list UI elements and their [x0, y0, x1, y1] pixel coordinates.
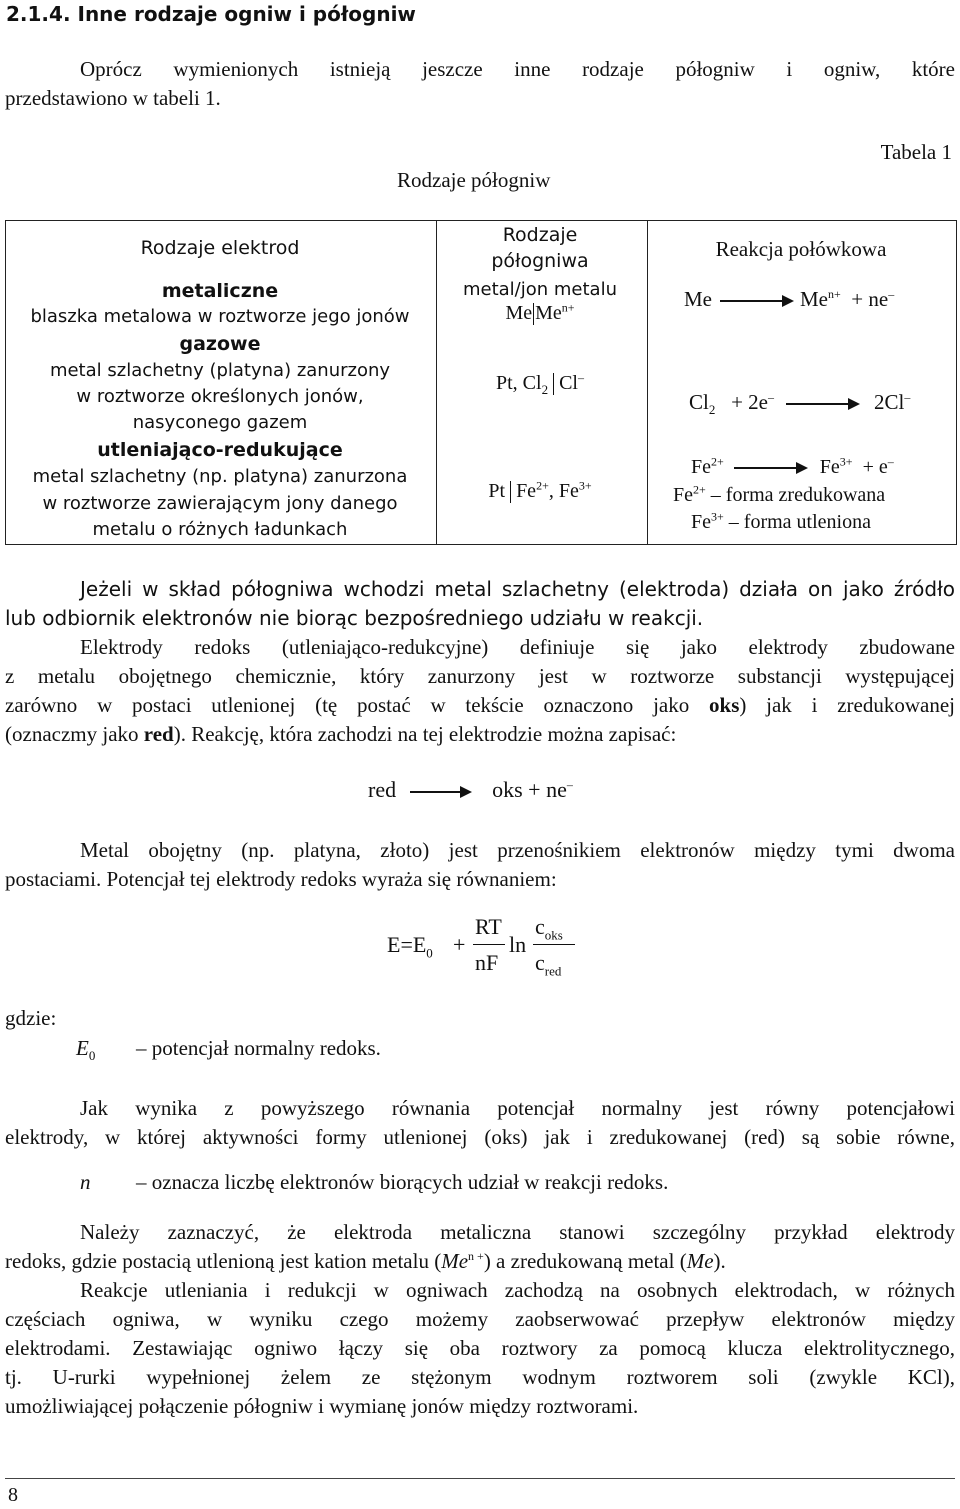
metallic-desc: blaszka metalowa w roztworze jego jonów — [30, 306, 410, 327]
p4-line-2: elektrody, w której aktywności formy utlenionej (oks) jak i zredukowanej (red) są sobie równe, — [5, 1125, 955, 1149]
table-caption: Rodzaje półogniw — [397, 168, 551, 192]
nernst-denominator: nF — [475, 950, 499, 975]
where-label: gdzie: — [5, 1006, 57, 1030]
intro-line-1: Oprócz wymienionych istnieją jeszcze inne rodzaje półogniw i ogniw, które — [80, 57, 955, 81]
p6-line-2: częściach ogniwa, w wyniku czego możemy zaobserwować przepływ elektronów między — [5, 1307, 955, 1331]
gas-desc-1: metal szlachetny (platyna) zanurzony — [49, 360, 391, 381]
halfcell-gas-notation: Pt, $Cl_2$ Cl– — [496, 370, 584, 397]
oxidized-form-line: $Fe^{3+}$ – forma utleniona — [691, 509, 871, 533]
reduced-form-line: $Fe^{2+}$ – forma zredukowana — [673, 482, 886, 506]
redox-equation: red oks + ne– — [368, 777, 573, 802]
p2-line-2: z metalu obojętnego chemicznie, który zanurzony jest w roztworze substancji występującej — [5, 664, 955, 688]
p6-line-1: Reakcje utleniania i redukcji w ogniwach zachodzą na osobnych elektrodach, w różnych — [80, 1278, 955, 1302]
page-number: 8 — [8, 1484, 18, 1506]
redox-title: utleniająco-redukujące — [97, 439, 343, 461]
reaction-gas: $Cl_2$ + 2e– 2Cl– — [689, 390, 911, 418]
n-description: – oznacza liczbę elektronów biorących udział w reakcji redoks. — [136, 1170, 669, 1194]
p2-line-1: Elektrody redoks (utleniająco-redukcyjne) definiuje się jako elektrody zbudowane — [80, 635, 955, 659]
gas-desc-2: w roztworze określonych jonów, — [76, 386, 364, 407]
footer-rule — [5, 1478, 955, 1479]
header-halfcell-2: półogniwa — [491, 250, 589, 272]
halfcell-metal-label: metal/jon metalu — [462, 279, 617, 300]
reaction-fe: $Fe^{2+}$ $Fe^{3+} + e^-$ — [691, 454, 894, 478]
reaction-arrow — [734, 467, 806, 469]
nernst-fraction-bar — [473, 944, 505, 945]
table-label: Tabela 1 — [880, 140, 952, 164]
nernst-equation — [385, 910, 605, 990]
p5-line-2: redoks, gdzie postacią utlenioną jest kation metalu $(Me^{n +})$ a zredukowaną metal (Me). — [5, 1249, 726, 1273]
p5-line-1: Należy zaznaczyć, że elektroda metaliczna stanowi szczególny przykład elektrody — [80, 1220, 955, 1244]
header-halfcell-1: Rodzaje — [502, 224, 578, 246]
p2-line-4: (oznaczmy jako red). Reakcję, która zachodzi na tej elektrodzie można zapisać: — [5, 722, 677, 746]
p3-line-2: postaciami. Potencjał tej elektrody redoks wyraża się równaniem: — [5, 867, 557, 891]
p2-line-3: zarówno w postaci utlenionej (tę postać w tekście oznaczono jako oks) jak i zredukowanej — [5, 693, 955, 717]
e0-symbol: $E_0$ — [76, 1036, 96, 1064]
nernst-concentration-bar — [533, 944, 575, 945]
p6-line-5: umożliwiającej połączenie półogniw i wymianę jonów między roztworami. — [5, 1394, 639, 1418]
nernst-lhs: $E=E_0$ — [387, 932, 433, 961]
redox-desc-3: metalu o różnych ładunkach — [92, 519, 348, 540]
reaction-arrow — [786, 403, 858, 405]
nernst-plus: + — [453, 932, 466, 957]
reaction-metal: Me $Me^{n+} + ne^-$ — [684, 287, 895, 311]
halfcell-redox-notation: Pt $Fe^{2+}$, $Fe^{3+}$ — [488, 478, 592, 502]
intro-line-2: przedstawiono w tabeli 1. — [5, 86, 221, 110]
reaction-arrow — [720, 300, 792, 302]
p6-line-4: tj. U-rurki wypełnionej żelem ze stężonym wodnym roztworem soli (zwykle KCl), — [5, 1365, 955, 1389]
nernst-ln: ln — [509, 932, 527, 957]
equation-arrow — [410, 791, 470, 793]
redox-desc-2: w roztworze zawierającym jony danego — [42, 493, 398, 514]
gas-title: gazowe — [179, 333, 261, 355]
p4-line-1: Jak wynika z powyższego równania potencjał normalny jest równy potencjałowi — [80, 1096, 955, 1120]
p1-line-2: lub odbiornik elektronów nie biorąc bezpośredniego udziału w reakcji. — [5, 606, 704, 630]
section-heading: 2.1.4. Inne rodzaje ogniw i półogniw — [6, 2, 416, 26]
e0-description: – potencjał normalny redoks. — [136, 1036, 381, 1060]
metallic-title: metaliczne — [161, 280, 279, 302]
p6-line-3: elektrodami. Zestawiając ogniwo łączy się oba roztwory za pomocą klucza elektrolitycznego, — [5, 1336, 955, 1360]
header-electrodes: Rodzaje elektrod — [140, 237, 300, 259]
halfcell-metal-notation: Me $Me^{n+}$ — [505, 300, 575, 324]
nernst-c-oks: $c_{oks}$ — [535, 914, 563, 943]
n-symbol: n — [80, 1170, 91, 1194]
nernst-numerator: RT — [475, 914, 502, 939]
p3-line-1: Metal obojętny (np. platyna, złoto) jest przenośnikiem elektronów między tymi dwoma — [80, 838, 955, 862]
redox-desc-1: metal szlachetny (np. platyna) zanurzona — [32, 466, 408, 487]
gas-desc-3: nasyconego gazem — [132, 412, 308, 433]
p1-line-1: Jeżeli w skład półogniwa wchodzi metal szlachetny (elektroda) działa on jako źródło — [80, 577, 955, 601]
nernst-c-red: $c_{red}$ — [535, 950, 562, 979]
header-reaction: Reakcja połówkowa — [715, 237, 887, 261]
